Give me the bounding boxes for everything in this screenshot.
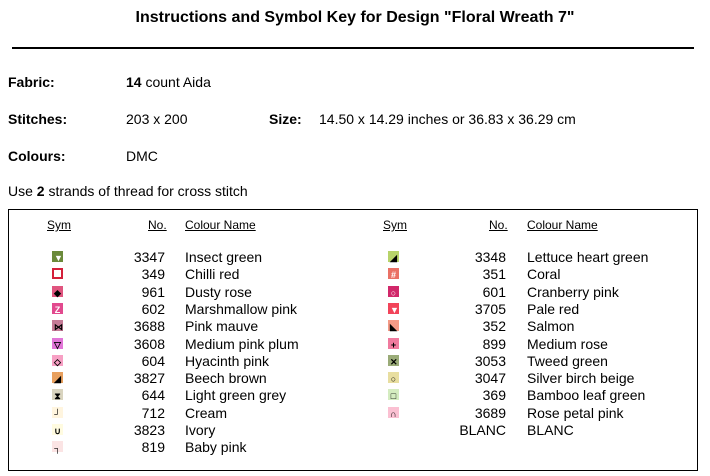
colour-name: Dusty rose xyxy=(185,283,252,300)
symbol-swatch-icon: ◢ xyxy=(388,251,399,262)
symbol-swatch-icon: ◣ xyxy=(388,320,399,331)
fabric-label: Fabric: xyxy=(8,74,55,90)
strands-count: 2 xyxy=(36,183,45,199)
right-key-row xyxy=(0,422,710,439)
symbol-swatch-icon xyxy=(388,424,399,435)
colours-label: Colours: xyxy=(8,148,66,164)
strands-instruction xyxy=(8,183,248,199)
symbol-swatch-icon: ┘ xyxy=(52,407,63,418)
symbol-swatch-icon: ∪ xyxy=(52,424,63,435)
symbol-swatch-icon: □ xyxy=(388,389,399,400)
left-no-header: No. xyxy=(148,218,167,232)
right-no-header: No. xyxy=(489,218,508,232)
right-name-header: Colour Name xyxy=(527,218,598,232)
colour-name: Rose petal pink xyxy=(527,404,624,421)
symbol-swatch-icon: ○ xyxy=(388,286,399,297)
right-key-row xyxy=(0,353,710,370)
right-key-row xyxy=(0,318,710,335)
dmc-number: 601 xyxy=(482,283,506,300)
dmc-number: 644 xyxy=(141,387,165,404)
symbol-swatch-icon: ⧗ xyxy=(52,389,63,400)
dmc-number: 3348 xyxy=(474,249,506,265)
stitches-value: 203 x 200 xyxy=(126,111,188,127)
symbol-swatch-icon: ┐ xyxy=(52,441,63,452)
size-label: Size: xyxy=(269,111,302,127)
strands-pre: Use xyxy=(8,183,37,199)
fabric-type: count Aida xyxy=(141,74,211,90)
stitches-label: Stitches: xyxy=(8,111,68,127)
colour-name: Bamboo leaf green xyxy=(527,387,646,404)
colour-name: Cranberry pink xyxy=(527,283,619,300)
dmc-number: 602 xyxy=(141,300,165,317)
left-sym-header: Sym xyxy=(47,218,71,232)
dmc-number: 3053 xyxy=(474,352,506,369)
right-key-row xyxy=(0,249,710,266)
colour-name: Light green grey xyxy=(185,387,287,404)
colour-name: Marshmallow pink xyxy=(185,300,298,317)
dmc-number: 712 xyxy=(141,404,165,421)
size-value: 14.50 x 14.29 inches or 36.83 x 36.29 cm xyxy=(319,111,576,127)
right-sym-header: Sym xyxy=(383,218,407,232)
colour-name: Tweed green xyxy=(527,352,608,369)
right-key-row xyxy=(0,370,710,387)
symbol-swatch-icon: ▽ xyxy=(52,338,63,349)
colour-name: Baby pink xyxy=(185,439,247,456)
dmc-number: 899 xyxy=(482,335,506,352)
dmc-number: 3827 xyxy=(133,370,165,387)
dmc-number: 3347 xyxy=(133,249,165,265)
right-key-row xyxy=(0,336,710,353)
left-key-row xyxy=(0,439,710,456)
dmc-number: 3689 xyxy=(474,404,506,421)
left-name-header: Colour Name xyxy=(185,218,256,232)
dmc-number: 961 xyxy=(141,283,165,300)
symbol-swatch-icon: ⋈ xyxy=(54,322,63,333)
fabric-value xyxy=(126,74,211,90)
colour-name: Insect green xyxy=(185,249,263,265)
colour-name: Cream xyxy=(185,404,228,421)
dmc-number: 351 xyxy=(482,266,506,283)
dmc-number: 352 xyxy=(482,318,506,335)
colour-name: Hyacinth pink xyxy=(185,352,270,369)
colour-name: Lettuce heart green xyxy=(527,249,649,265)
fabric-count: 14 xyxy=(126,74,142,90)
colour-name: Medium pink plum xyxy=(185,335,299,352)
colours-value: DMC xyxy=(126,148,158,164)
title-rule xyxy=(12,47,694,49)
colour-name: BLANC xyxy=(527,422,574,438)
dmc-number: 604 xyxy=(141,352,165,369)
colour-name: Coral xyxy=(527,266,561,283)
page-title: Instructions and Symbol Key for Design "Floral Wreath 7" xyxy=(135,9,575,26)
dmc-number: BLANC xyxy=(459,422,506,438)
dmc-number: 3688 xyxy=(133,318,165,335)
colour-name: Beech brown xyxy=(185,370,267,387)
dmc-number: 369 xyxy=(482,387,506,404)
symbol-swatch-icon: + xyxy=(388,338,399,349)
dmc-number: 3608 xyxy=(133,335,165,352)
symbol-swatch-icon: ✕ xyxy=(390,356,398,367)
symbol-swatch-icon: ▼ xyxy=(390,304,399,315)
dmc-number: 819 xyxy=(141,439,165,456)
dmc-number: 3823 xyxy=(133,422,165,438)
right-key-row xyxy=(0,284,710,301)
colour-name: Pale red xyxy=(527,300,580,317)
colour-name: Chilli red xyxy=(185,266,240,283)
symbol-swatch-icon: ∩ xyxy=(388,407,399,418)
right-key-row xyxy=(0,387,710,404)
symbol-swatch-icon: ○ xyxy=(388,372,399,383)
colour-name: Ivory xyxy=(185,422,216,438)
symbol-swatch-icon: ◇ xyxy=(52,355,63,366)
colour-name: Medium rose xyxy=(527,335,608,352)
colour-name: Pink mauve xyxy=(185,318,259,335)
right-key-row xyxy=(0,301,710,318)
symbol-swatch-icon: ▼ xyxy=(54,253,63,263)
colour-name: Salmon xyxy=(527,318,575,335)
colour-name: Silver birch beige xyxy=(527,370,635,387)
strands-post: strands of thread for cross stitch xyxy=(44,183,248,199)
right-key-row xyxy=(0,266,710,283)
right-key-row xyxy=(0,405,710,422)
symbol-swatch-icon: Z xyxy=(52,303,63,314)
symbol-swatch-icon: ◆ xyxy=(52,286,63,297)
symbol-swatch-icon: # xyxy=(388,268,399,279)
symbol-swatch-icon: ◢ xyxy=(52,372,63,383)
dmc-number: 3047 xyxy=(474,370,506,387)
dmc-number: 349 xyxy=(141,266,165,283)
dmc-number: 3705 xyxy=(474,300,506,317)
